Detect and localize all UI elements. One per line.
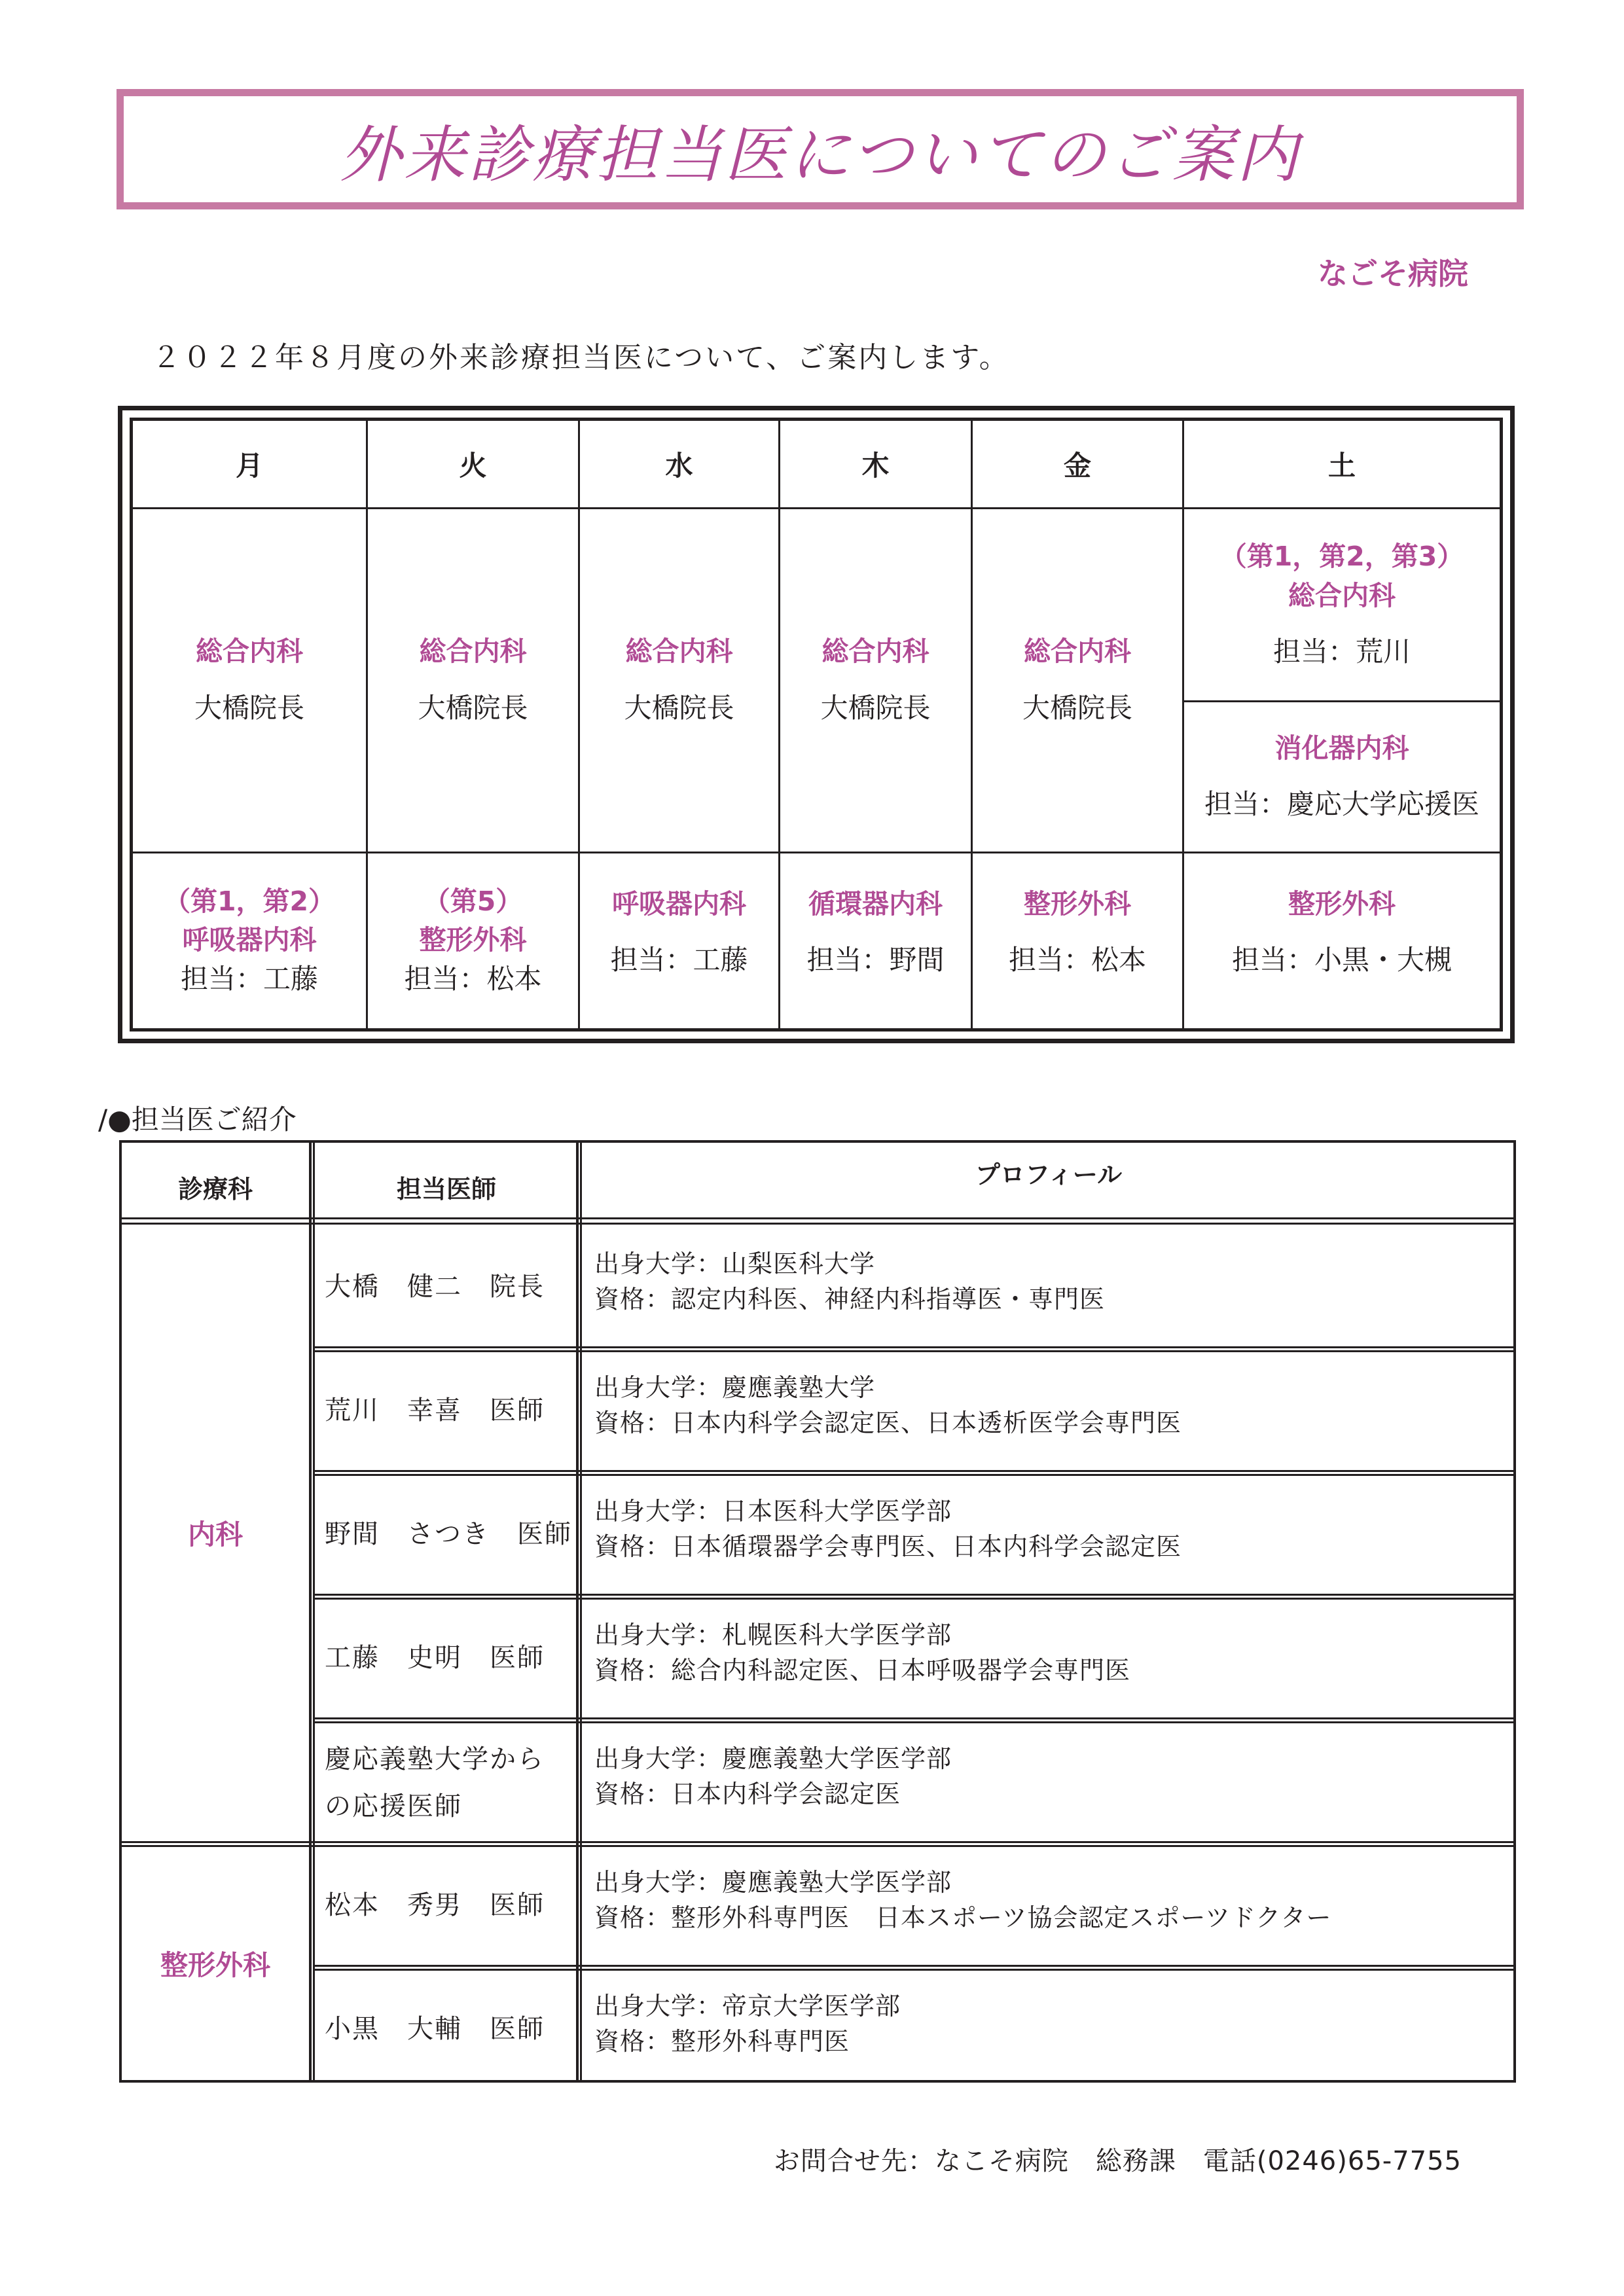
schedule-cell: 総合内科 大橋院長 [624, 636, 734, 724]
header-dept: 診療科 [177, 1174, 253, 1204]
day-header-wed: 水 [665, 450, 693, 482]
schedule-cell: 総合内科 大橋院長 [194, 636, 304, 724]
day-header-sat: 土 [1327, 450, 1356, 482]
doctor-profile: 出身大学：帝京大学医学部 資格：整形外科専門医 [594, 1992, 901, 2056]
title-banner [117, 89, 1524, 209]
schedule-cell: 循環器内科 担当：野間 [806, 888, 945, 977]
schedule-cell: 総合内科 大橋院長 [1022, 636, 1132, 724]
dept-internal-medicine: 内科 [187, 1518, 243, 1551]
hospital-name: なごそ病院 [1318, 256, 1468, 291]
day-header-tue: 火 [459, 450, 487, 482]
doctor-name: 野間 さつき 医師 [325, 1519, 572, 1549]
dept-orthopedics: 整形外科 [160, 1949, 270, 1981]
schedule-cell: 整形外科 担当：松本 [1008, 888, 1146, 977]
doctor-profile: 出身大学：慶應義塾大学医学部 資格：整形外科専門医 日本スポーツ協会認定スポーツドクター [594, 1868, 1332, 1932]
schedule-cell: 総合内科 大橋院長 [418, 636, 528, 724]
schedule-cell: 呼吸器内科 担当：工藤 [610, 888, 748, 977]
doctor-name: 松本 秀男 医師 [325, 1890, 545, 1920]
schedule-cell: 整形外科 担当：小黒・大槻 [1231, 888, 1452, 977]
page-title: 外来診療担当医についてのご案内 [339, 119, 1301, 191]
doctor-name: 大橋 健二 院長 [325, 1272, 545, 1302]
schedule-cell: （第5） 整形外科 担当：松本 [404, 885, 542, 996]
doctor-name: 慶応義塾大学から の応援医師 [325, 1744, 545, 1821]
schedule-table [130, 418, 1503, 1031]
day-header-thu: 木 [861, 450, 890, 482]
schedule-cell: （第1，第2） 呼吸器内科 担当：工藤 [163, 885, 336, 996]
doctor-profile: 出身大学：札幌医科大学医学部 資格：総合内科認定医、日本呼吸器学会専門医 [594, 1621, 1131, 1685]
doctor-name: 小黒 大輔 医師 [325, 2014, 545, 2044]
schedule-cell: 総合内科 大橋院長 [820, 636, 931, 724]
day-header-mon: 月 [235, 450, 263, 482]
day-header-fri: 金 [1063, 450, 1091, 482]
doctor-profile: 出身大学：山梨医科大学 資格：認定内科医、神経内科指導医・専門医 [594, 1249, 1106, 1314]
doctor-name: 荒川 幸喜 医師 [325, 1395, 545, 1426]
doctor-profile: 出身大学：日本医科大学医学部 資格：日本循環器学会専門医、日本内科学会認定医 [594, 1497, 1182, 1561]
doctor-profile: 出身大学：慶應義塾大学医学部 資格：日本内科学会認定医 [594, 1744, 952, 1808]
schedule-cell-sat-a: （第1，第2，第3） 総合内科 担当：荒川 [1219, 541, 1464, 668]
doctor-profile: 出身大学：慶應義塾大学 資格：日本内科学会認定医、日本透析医学会専門医 [594, 1373, 1182, 1437]
header-profile: プロフィール [975, 1160, 1123, 1189]
doctor-name: 工藤 史明 医師 [325, 1643, 545, 1673]
intro-text: ２０２２年８月度の外来診療担当医について、ご案内します。 [152, 341, 1010, 374]
doctors-table [119, 1140, 1516, 2083]
contact-info: お問合せ先：なこそ病院 総務課 電話(0246)65-7755 [773, 2146, 1462, 2176]
header-doctor: 担当医師 [396, 1174, 496, 1204]
doctors-section-heading: /●担当医ご紹介 [98, 1103, 297, 1136]
schedule-cell-sat-b: 消化器内科 担当：慶応大学応援医 [1204, 732, 1479, 821]
